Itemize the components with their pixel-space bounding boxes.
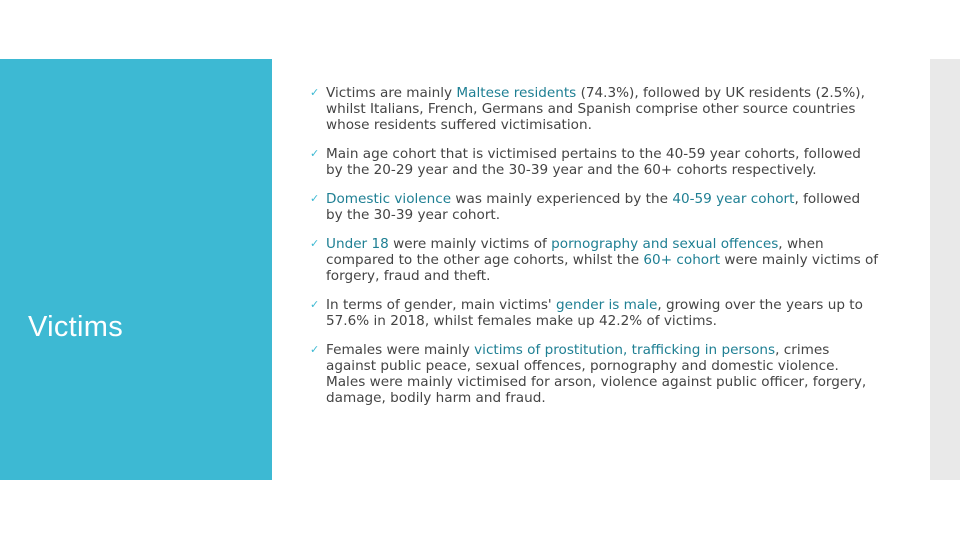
- bullet-age-cohort: ✓ Main age cohort that is victimised pertains to the 40-59 year cohorts, followed by the 20-29 year and the 30-39 year and the 60+ cohorts respectively.: [310, 146, 861, 178]
- bullet-list: [310, 85, 880, 419]
- chevron-check-icon: ✓: [310, 86, 320, 99]
- title-panel: [0, 59, 272, 480]
- bullet-gender: ✓ In terms of gender, main victims' gender is male, growing over the years up to 57.6% in 2018, whilst females make up 42.2% of victims.: [310, 297, 863, 329]
- chevron-check-icon: ✓: [310, 298, 320, 311]
- bullet-residents: ✓ Victims are mainly Maltese residents (74.3%), followed by UK residents (2.5%), whilst Italians, French, Germans and Spanish comprise other source countries whose residents suffered victimisation.: [310, 85, 865, 133]
- slide-title: Victims: [28, 311, 124, 343]
- bullet-domestic-violence: ✓ Domestic violence was mainly experienced by the 40-59 year cohort, followed by the 30-39 year cohort.: [310, 191, 861, 223]
- chevron-check-icon: ✓: [310, 237, 320, 250]
- chevron-check-icon: ✓: [310, 343, 320, 356]
- bullet-under-18: ✓ Under 18 were mainly victims of pornography and sexual offences, when compared to the other age cohorts, whilst the 60+ cohort were mainly victims of forgery, fraud and theft.: [310, 236, 879, 284]
- side-bar: [930, 59, 960, 480]
- chevron-check-icon: ✓: [310, 147, 320, 160]
- chevron-check-icon: ✓: [310, 192, 320, 205]
- bullet-females-males: ✓ Females were mainly victims of prostitution, trafficking in persons, crimes against public peace, sexual offences, pornography and domestic violence. Males were mainly victimised for arson, violence against public officer, forgery, damage, bodily harm and fraud.: [310, 342, 867, 406]
